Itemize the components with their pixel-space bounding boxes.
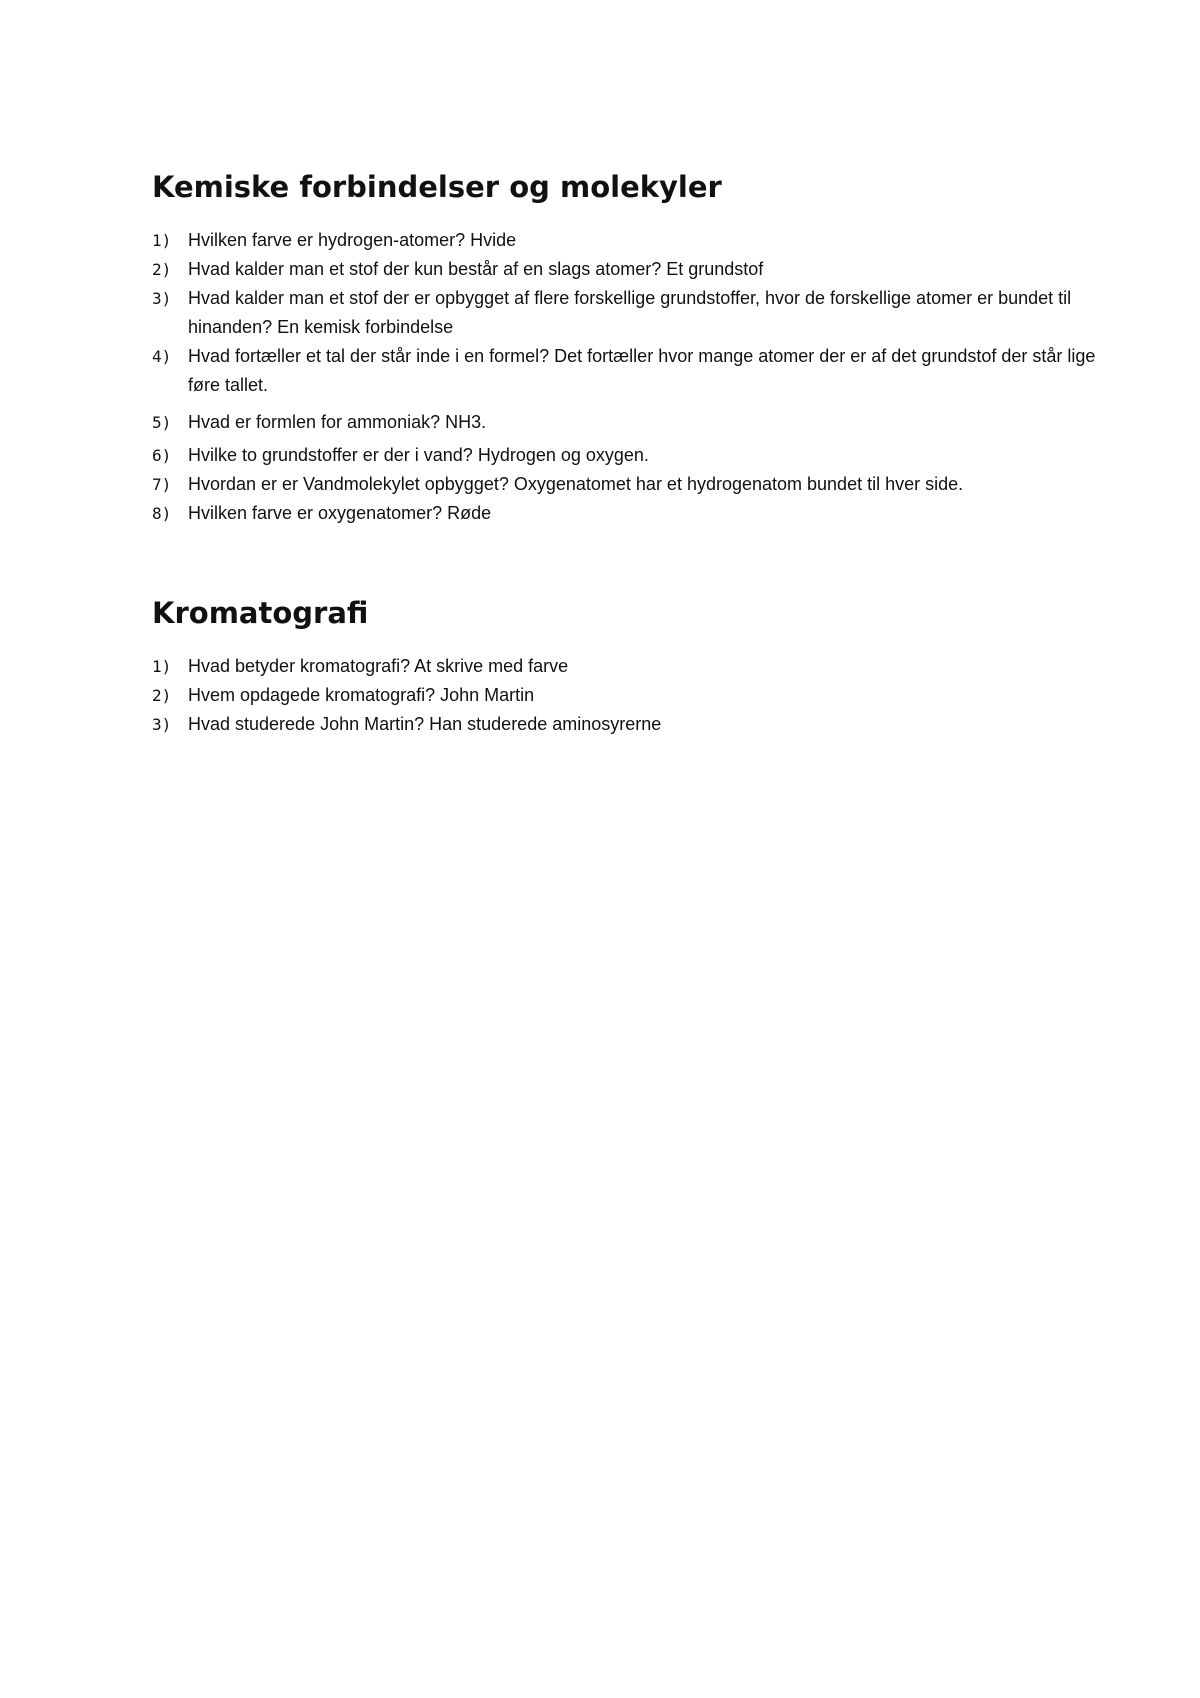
list-item-number: 3)	[152, 289, 172, 308]
question-list-kromatografi	[152, 652, 1102, 739]
list-item-number: 7)	[152, 475, 172, 494]
section-heading-kromatografi: Kromatografi	[152, 596, 369, 630]
list-item-number: 6)	[152, 446, 172, 465]
list-item	[152, 284, 1102, 342]
list-item-text: Hvilken farve er hydrogen-atomer? Hvide	[188, 230, 517, 250]
list-item-number: 1)	[152, 231, 172, 250]
list-item-text: Hvem opdagede kromatografi? John Martin	[188, 685, 535, 705]
question-list-kemiske-forbindelser	[152, 226, 1102, 528]
list-item-text: Hvilke to grundstoffer er der i vand? Hydrogen og oxygen.	[188, 445, 649, 465]
list-item-text: Hvad kalder man et stof der er opbygget af flere forskellige grundstoffer, hvor de forskellige atomer er bundet til hinanden? En kemisk forbindelse	[188, 288, 1072, 337]
list-item-number: 2)	[152, 686, 172, 705]
list-item-text: Hvordan er er Vandmolekylet opbygget? Oxygenatomet har et hydrogenatom bundet til hver side.	[188, 474, 964, 494]
list-item-number: 2)	[152, 260, 172, 279]
list-item	[152, 652, 1102, 681]
list-item	[152, 226, 1102, 255]
list-item	[152, 499, 1102, 528]
list-item-number: 1)	[152, 657, 172, 676]
list-item-text: Hvad er formlen for ammoniak? NH3.	[188, 412, 487, 432]
list-item	[152, 255, 1102, 284]
list-item-number: 8)	[152, 504, 172, 523]
list-item-number: 5)	[152, 413, 172, 432]
list-item	[152, 470, 1102, 499]
list-item	[152, 710, 1102, 739]
list-item-text: Hvad fortæller et tal der står inde i en formel? Det fortæller hvor mange atomer der er af det grundstof der står lige føre tallet.	[188, 346, 1096, 395]
list-item-text: Hvad studerede John Martin? Han studerede aminosyrerne	[188, 714, 662, 734]
list-item-number: 3)	[152, 715, 172, 734]
section-heading-kemiske-forbindelser: Kemiske forbindelser og molekyler	[152, 170, 722, 204]
list-item	[152, 408, 1102, 437]
list-item	[152, 342, 1102, 400]
list-item	[152, 681, 1102, 710]
list-item-text: Hvad kalder man et stof der kun består af en slags atomer? Et grundstof	[188, 259, 764, 279]
list-item-text: Hvilken farve er oxygenatomer? Røde	[188, 503, 492, 523]
list-item-text: Hvad betyder kromatografi? At skrive med farve	[188, 656, 569, 676]
list-item-number: 4)	[152, 347, 172, 366]
list-item	[152, 441, 1102, 470]
